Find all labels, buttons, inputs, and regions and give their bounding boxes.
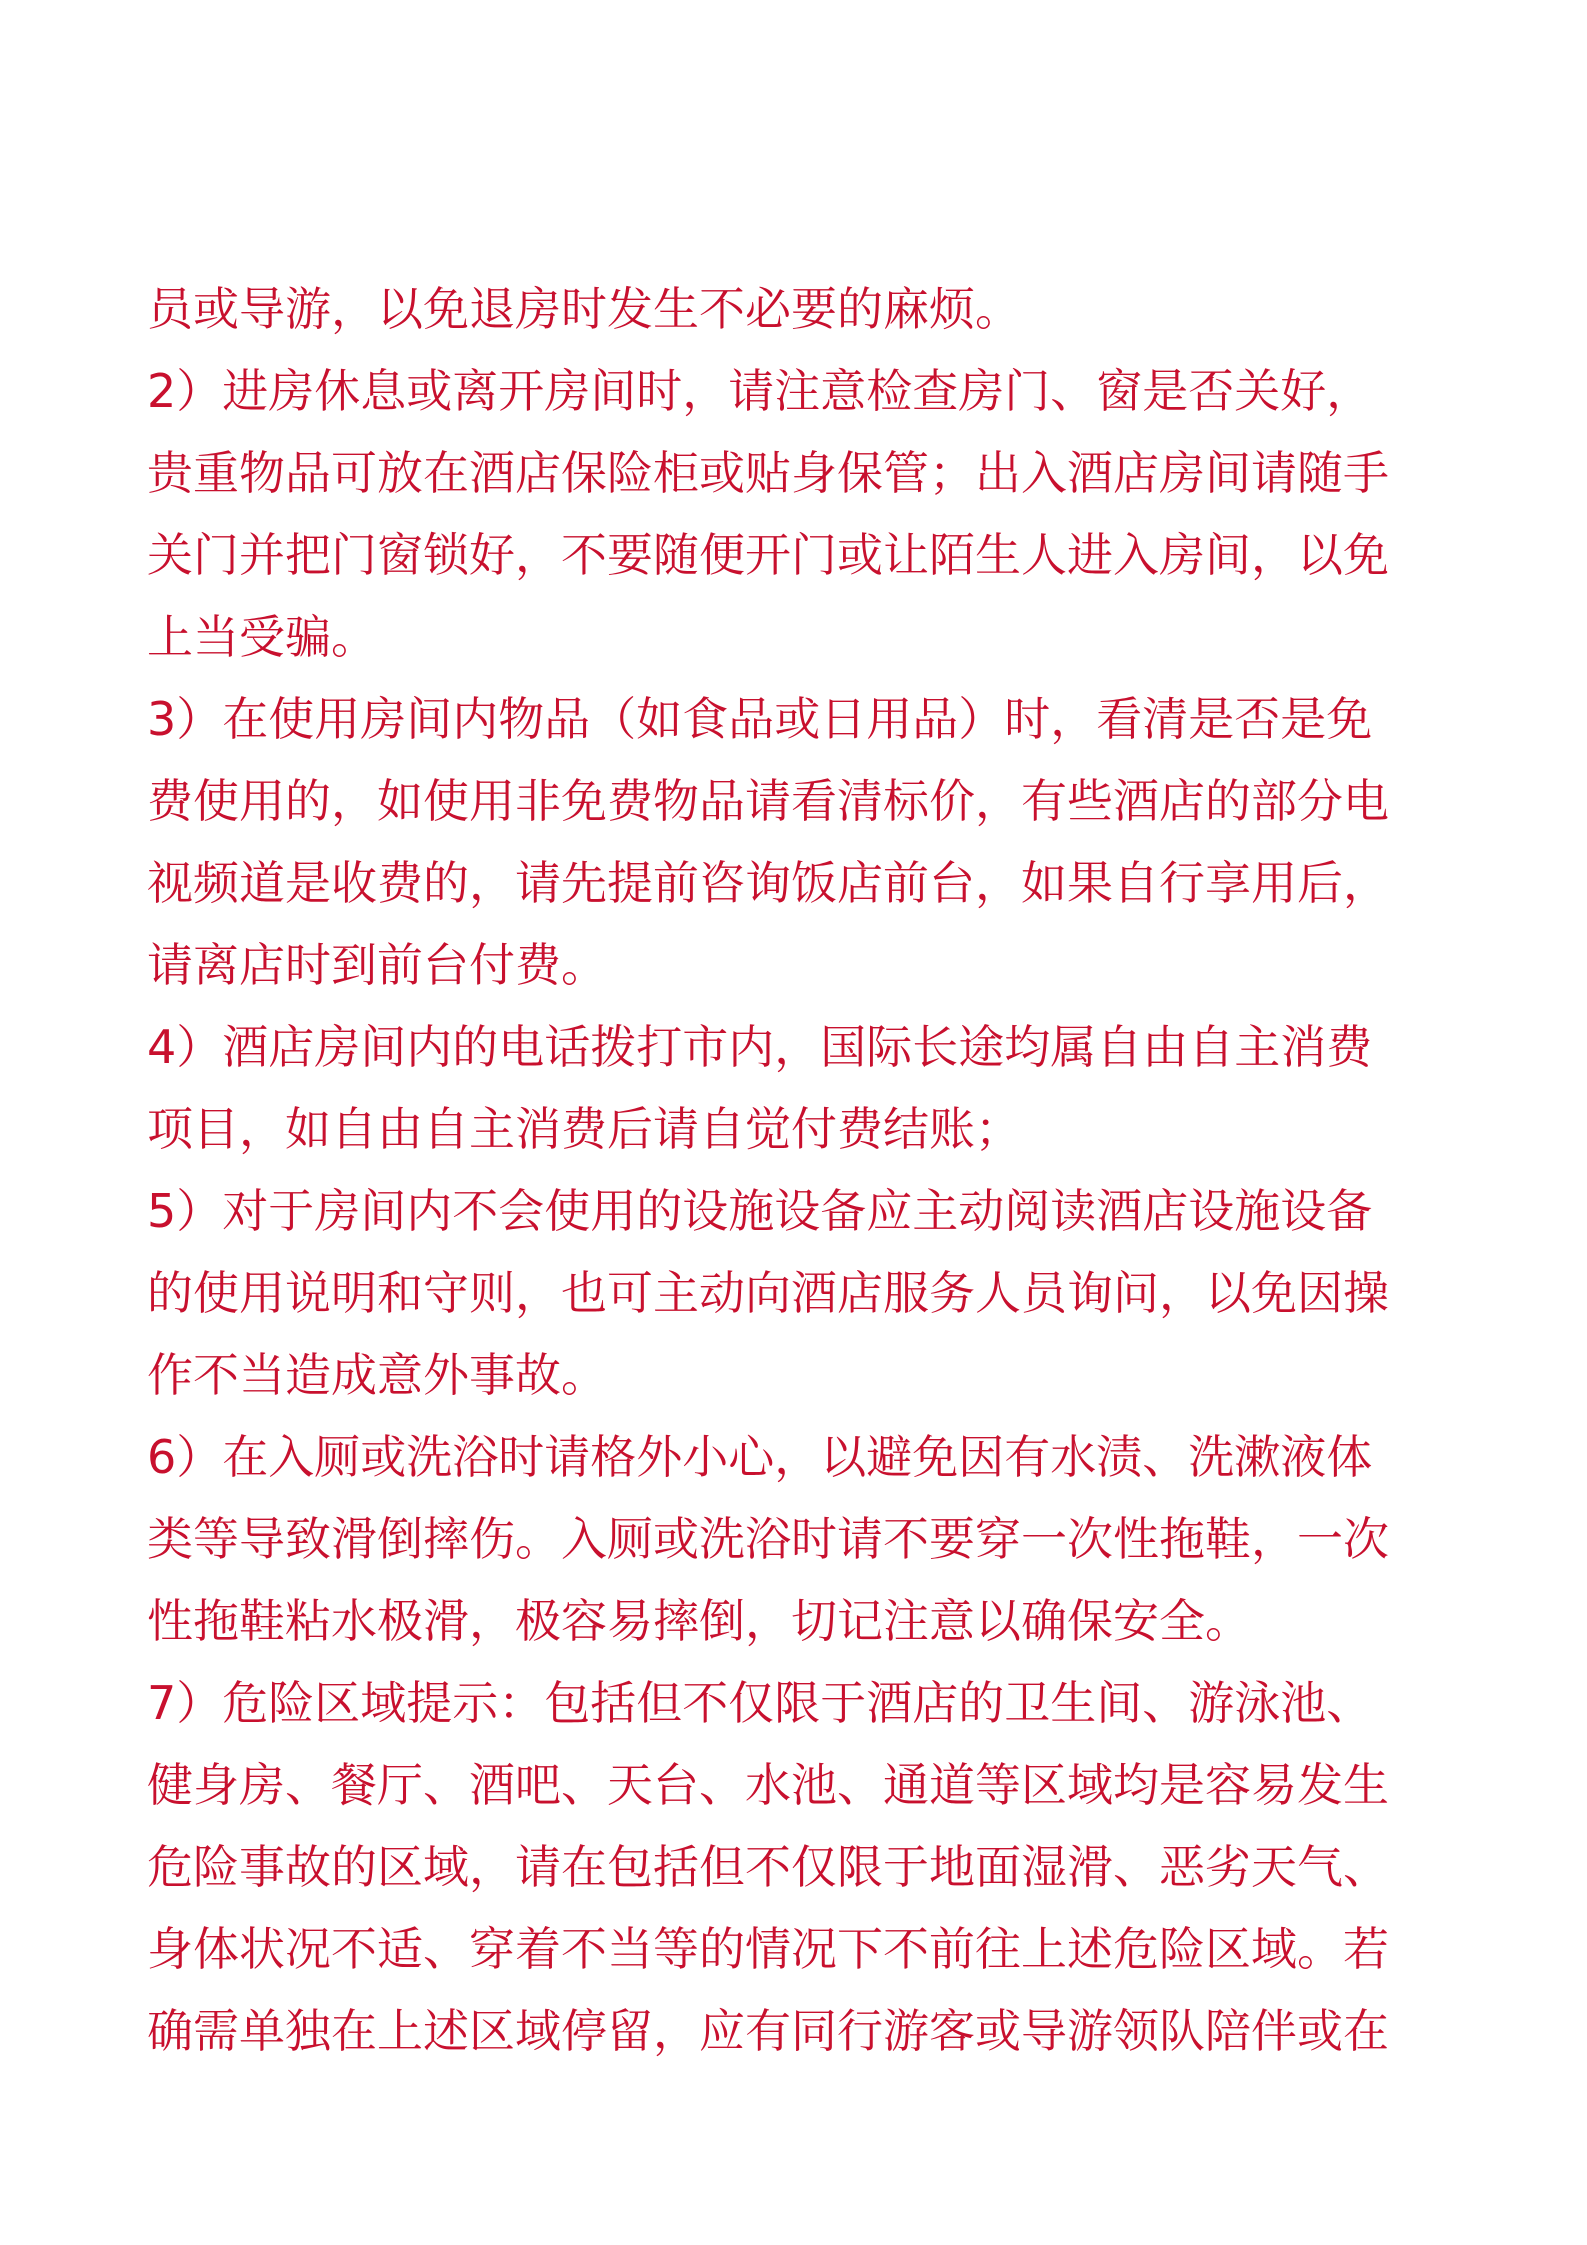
text-line-4: 关门并把门窗锁好，不要随便开门或让陌生人进入房间，以免 <box>147 528 1389 582</box>
text-line-20: 危险事故的区域，请在包括但不仅限于地面湿滑、恶劣天气、 <box>147 1840 1389 1894</box>
document-body <box>147 268 1447 2072</box>
text-line-13: 的使用说明和守则，也可主动向酒店服务人员询问，以免因操 <box>147 1266 1389 1320</box>
text-line-10: 4）酒店房间内的电话拨打市内，国际长途均属自由自主消费 <box>147 1020 1373 1074</box>
text-line-16: 类等导致滑倒摔伤。入厕或洗浴时请不要穿一次性拖鞋，一次 <box>147 1512 1389 1566</box>
text-line-2: 2）进房休息或离开房间时，请注意检查房门、窗是否关好， <box>147 364 1373 418</box>
text-line-15: 6）在入厕或洗浴时请格外小心，以避免因有水渍、洗漱液体 <box>147 1430 1373 1484</box>
text-line-7: 费使用的，如使用非免费物品请看清标价，有些酒店的部分电 <box>147 774 1389 828</box>
text-line-18: 7）危险区域提示：包括但不仅限于酒店的卫生间、游泳池、 <box>147 1676 1373 1730</box>
text-line-21: 身体状况不适、穿着不当等的情况下不前往上述危险区域。若 <box>147 1922 1389 1976</box>
text-line-1: 员或导游，以免退房时发生不必要的麻烦。 <box>147 282 1021 336</box>
text-line-3: 贵重物品可放在酒店保险柜或贴身保管；出入酒店房间请随手 <box>147 446 1389 500</box>
text-line-9: 请离店时到前台付费。 <box>147 938 607 992</box>
text-line-22: 确需单独在上述区域停留，应有同行游客或导游领队陪伴或在 <box>147 2004 1389 2058</box>
text-line-11: 项目，如自由自主消费后请自觉付费结账； <box>147 1102 1021 1156</box>
text-line-19: 健身房、餐厅、酒吧、天台、水池、通道等区域均是容易发生 <box>147 1758 1389 1812</box>
text-line-14: 作不当造成意外事故。 <box>147 1348 607 1402</box>
text-line-17: 性拖鞋粘水极滑，极容易摔倒，切记注意以确保安全。 <box>147 1594 1251 1648</box>
text-line-5: 上当受骗。 <box>147 610 377 664</box>
text-line-8: 视频道是收费的，请先提前咨询饭店前台，如果自行享用后， <box>147 856 1389 910</box>
text-line-12: 5）对于房间内不会使用的设施设备应主动阅读酒店设施设备 <box>147 1184 1373 1238</box>
text-line-6: 3）在使用房间内物品（如食品或日用品）时，看清是否是免 <box>147 692 1373 746</box>
